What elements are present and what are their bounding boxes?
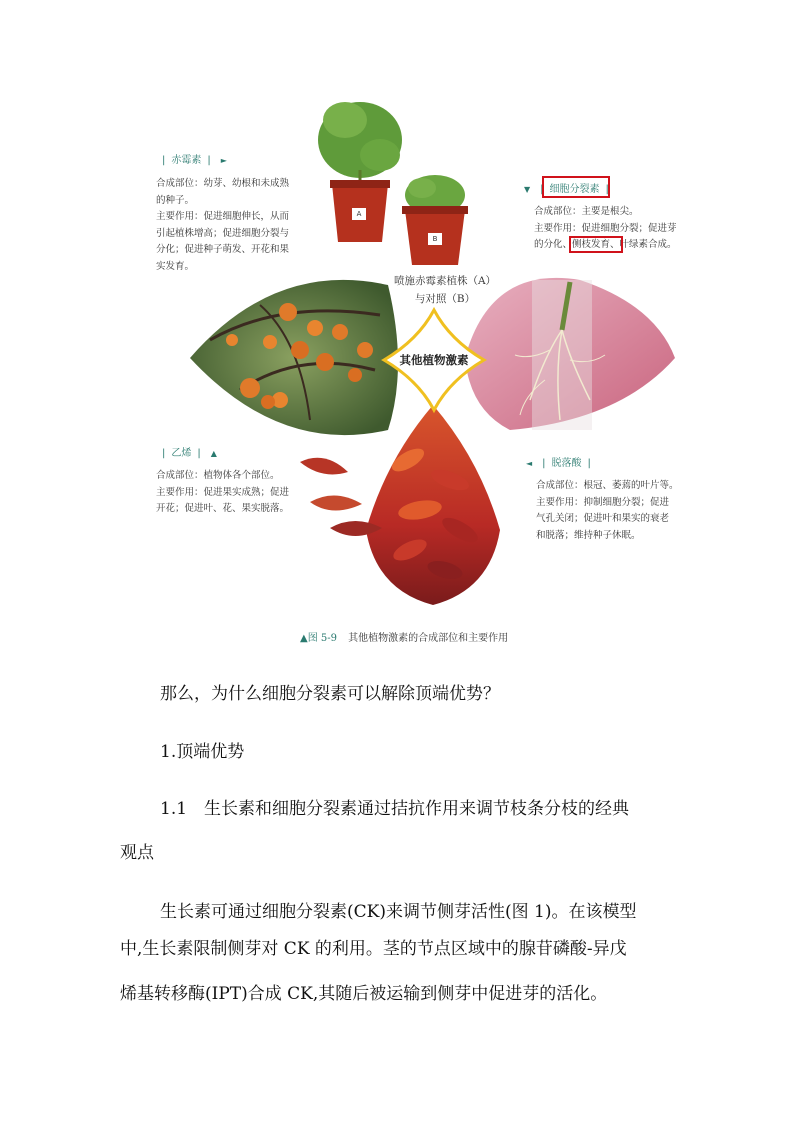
figure-caption bbox=[300, 629, 508, 644]
gibberellin-name: 赤霉素 bbox=[171, 155, 202, 166]
cytokinin-highlight-box bbox=[542, 176, 610, 198]
center-label: 其他植物激素 bbox=[399, 353, 469, 367]
cytokinin-heading: ▼ | 细胞分裂素 | bbox=[524, 184, 609, 195]
lateral-branch-highlight: 侧枝发育、 bbox=[572, 239, 620, 250]
section-heading-1-1-line1: 1.1 生长素和细胞分裂素通过拮抗作用来调节枝条分枝的经典 bbox=[160, 799, 630, 819]
section-heading-1: 1.顶端优势 bbox=[160, 742, 245, 762]
arrow-right-icon: ► bbox=[220, 156, 227, 165]
abscisic-acid-description: 合成部位：根冠、萎蔫的叶片等。 主要作用：抑制细胞分裂；促进 气孔关闭；促进叶和果实的衰老 和脱落；维持种子休眠。 bbox=[536, 480, 679, 541]
cytokinin-description: 合成部位：主要是根尖。 主要作用：促进细胞分裂；促进芽 的分化、侧枝发育、叶绿素合成。 bbox=[534, 206, 677, 250]
body-line-2: 中,生长素限制侧芽对 CK 的利用。茎的节点区域中的腺苷磷酸-异戊 bbox=[120, 939, 627, 959]
plant-caption: 喷施赤霉素植株（A） 与对照（B） bbox=[393, 275, 497, 305]
persimmon-tree-photo bbox=[190, 280, 398, 435]
arrow-left-icon: ◄ bbox=[526, 459, 533, 468]
gibberellin-description: 合成部位：幼芽、幼根和未成熟 的种子。 主要作用：促进细胞伸长，从而 引起植株增高；促进细胞分裂与 分化；促进种子萌发、开花和果 实发育。 bbox=[156, 178, 290, 272]
section-heading-1-1-line2: 观点 bbox=[120, 843, 154, 863]
fallen-leaves bbox=[300, 458, 382, 536]
ethylene-heading: | 乙烯 | ▲ bbox=[162, 448, 217, 459]
gibberellin-heading: | 赤霉素 | ► bbox=[162, 155, 227, 166]
arrow-up-icon: ▲ bbox=[210, 449, 217, 458]
pot-label-b: B bbox=[432, 235, 438, 243]
figure-number: ▲图 5-9 bbox=[300, 633, 337, 644]
abscisic-acid-heading: ◄ | 脱落酸 | bbox=[526, 458, 591, 469]
pot-label-a: A bbox=[356, 210, 362, 218]
question-line: 那么，为什么细胞分裂素可以解除顶端优势？ bbox=[160, 684, 500, 704]
ethylene-description: 合成部位：植物体各个部位。 主要作用：促进果实成熟；促进 开花；促进叶、花、果实脱落。 bbox=[156, 470, 290, 514]
abscisic-acid-name: 脱落酸 bbox=[551, 458, 582, 469]
figure-caption-text: 其他植物激素的合成部位和主要作用 bbox=[348, 633, 509, 644]
body-line-3: 烯基转移酶(IPT)合成 CK,其随后被运输到侧芽中促进芽的活化。 bbox=[120, 984, 608, 1004]
ethylene-name: 乙烯 bbox=[171, 448, 192, 459]
arrow-down-icon: ▼ bbox=[524, 185, 531, 194]
figure-5-9 bbox=[150, 100, 690, 620]
body-line-1: 生长素可通过细胞分裂素(CK)来调节侧芽活性(图 1)。在该模型 bbox=[160, 902, 637, 922]
cytokinin-name: 细胞分裂素 bbox=[549, 184, 600, 195]
potted-plants-photo bbox=[318, 102, 468, 265]
red-leaves-photo bbox=[366, 405, 500, 605]
